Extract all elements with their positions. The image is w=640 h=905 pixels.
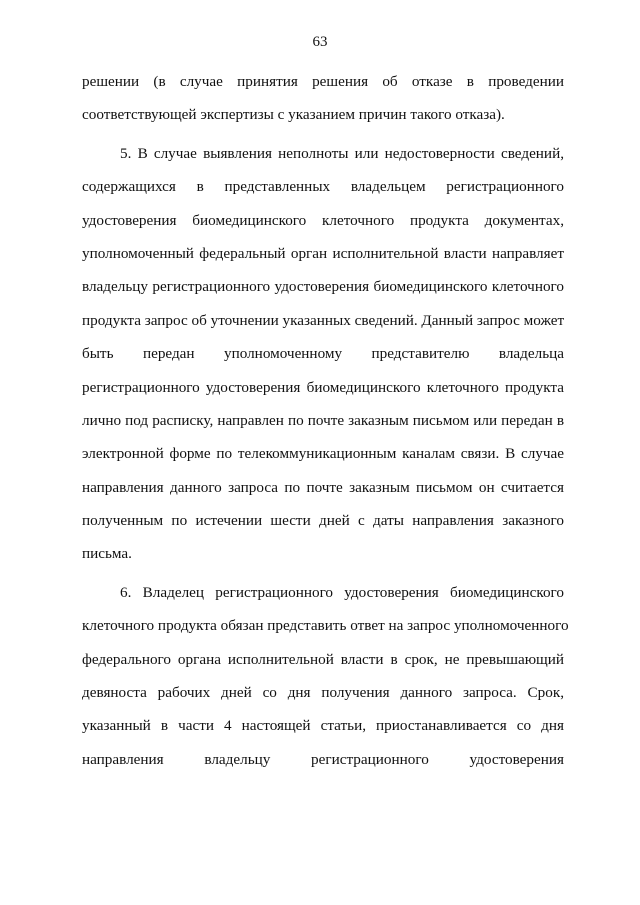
text-line: направления владельцу регистрационного удостоверения — [82, 750, 564, 768]
text-line: продукта запрос об уточнении указанных сведений. Данный запрос может — [82, 311, 565, 329]
text-line: полученным по истечении шести дней с даты направления заказного — [82, 512, 564, 530]
text-line: соответствующей экспертизы с указанием причин такого отказа). — [82, 106, 505, 124]
text-line: федерального органа исполнительной власти в срок, не превышающий — [82, 650, 564, 668]
text-line: владельцу регистрационного удостоверения биомедицинского клеточного — [82, 278, 564, 296]
page-number: 63 — [312, 34, 328, 50]
text-line: направления данного запроса по почте заказным письмом он считается — [82, 478, 564, 496]
paragraph-item-5 — [82, 137, 564, 571]
text-line: уполномоченный федеральный орган исполнительной власти направляет — [82, 244, 564, 262]
text-line: содержащихся в представленных владельцем регистрационного — [82, 178, 564, 196]
text-line: клеточного продукта обязан представить ответ на запрос уполномоченного — [82, 617, 569, 635]
text-line: быть передан уполномоченному представителю владельца — [82, 345, 564, 363]
text-line: регистрационного удостоверения биомедицинского клеточного продукта — [82, 378, 564, 396]
text-line: указанный в части 4 настоящей статьи, приостанавливается со дня — [82, 717, 564, 735]
text-line: лично под расписку, направлен по почте заказным письмом или передан в — [82, 411, 564, 429]
text-line: письма. — [82, 545, 132, 563]
text-line: электронной форме по телекоммуникационным каналам связи. В случае — [82, 445, 564, 463]
paragraph-item-6 — [82, 576, 569, 776]
text-line: 5. В случае выявления неполноты или недостоверности сведений, — [120, 144, 564, 162]
text-line: 6. Владелец регистрационного удостоверения биомедицинского — [120, 583, 564, 601]
text-line: решении (в случае принятия решения об отказе в проведении — [82, 73, 564, 90]
paragraph-continuation — [82, 65, 564, 132]
body-text — [82, 65, 569, 776]
text-line: девяноста рабочих дней со дня получения данного запроса. Срок, — [82, 684, 564, 702]
text-line: удостоверения биомедицинского клеточного продукта документах, — [82, 211, 564, 229]
